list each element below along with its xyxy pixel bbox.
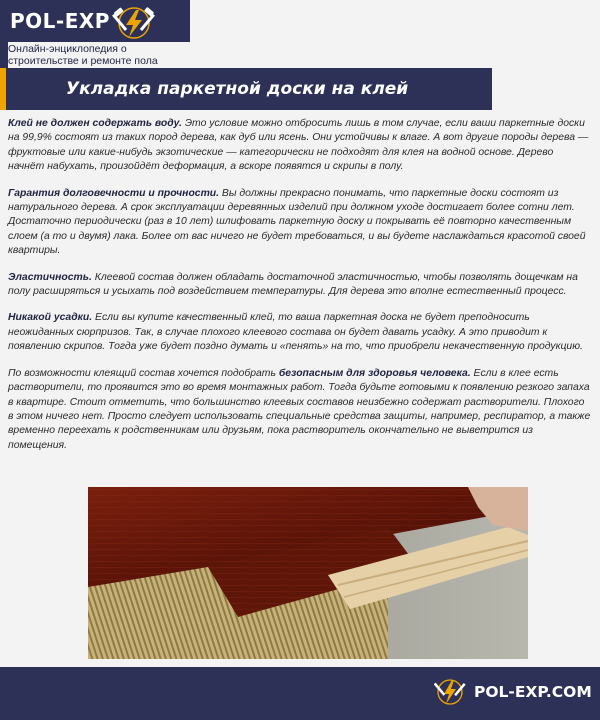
paragraph-elasticity: [8, 271, 592, 300]
paragraph-pre: По возможности клеящий состав хочется подобрать: [8, 367, 279, 379]
paragraph-shrinkage: [8, 311, 592, 354]
paragraph-post: Если в клее есть растворители, то проявится это во время монтажных работ. Тогда будьте готовыми к появлению резкого запаха в квартире. Стоит отметить, что большинство клеевых составов неизбежно содержат растворители. Плохого в этом ничего нет. Просто следует использовать специальные средства защиты, например, респиратор, а также временно переехать к родственникам или друзьям, пока растворитель окончательно не выветрится из помещения.: [8, 367, 591, 451]
title-bar: [0, 68, 492, 110]
article-body: [8, 117, 592, 465]
paragraph-text: Если вы купите качественный клей, то ваша паркетная доска не будет преподносить неожиданных сюрпризов. Так, в случае плохого клеевого состава он будет давать усадку. А это приводит к появлению скрипов. Тогда уже будет поздно думать и «пенять» на то, что приобрели некачественную продукцию.: [8, 312, 583, 353]
paragraph-lead: Гарантия долговечности и прочности.: [8, 187, 220, 199]
paragraph-bold: безопасным для здоровья человека.: [278, 367, 471, 379]
paragraph-durability: [8, 187, 592, 259]
paragraph-text: Клеевой состав должен обладать достаточной эластичностью, чтобы позволять дощечкам на полу расширяться и усыхать под воздействием температуры. Для дерева это вполне естественный процесс.: [8, 271, 578, 298]
paragraph-text: Вы должны прекрасно понимать, что паркетные доски состоят из натурального дерева. А срок эксплуатации деревянных изделий при должном уходе достигает более сотни лет. Достаточно периодически (раз в 10 лет) шлифовать паркетную доску и покрывать её повторно качественным слоем (а то и двумя) лака. Более от вас ничего не будет требоваться, и вы будете наслаждаться красотой своей квартиры.: [8, 187, 586, 257]
paragraph-water: [8, 117, 592, 175]
logo-text: POL-EXP: [10, 9, 110, 33]
tools-lightning-icon: [434, 677, 466, 707]
parquet-photo: [88, 487, 528, 659]
paragraph-text: Это условие можно отбросить лишь в том случае, если ваши паркетные доски на 99,9% состоят из таких пород дерева, как дуб или ясень. Они устойчивы к влаге. А вот другие породы дерева — фруктовые или какие-нибудь экзотические — категорически не подходят для клея на водной основе. Дерево начнёт набухать, произойдёт деформация, а вскоре появятся и скрипы в полу.: [8, 118, 589, 173]
footer-site-link[interactable]: POL-EXP.COM: [474, 683, 592, 701]
article-title: Укладка паркетной доски на клей: [66, 79, 409, 99]
title-accent: [0, 68, 6, 110]
paragraph-lead: Никакой усадки.: [8, 312, 93, 324]
footer: [0, 667, 600, 720]
paragraph-lead: Эластичность.: [8, 271, 92, 283]
paragraph-safety: [8, 367, 592, 453]
paragraph-lead: Клей не должен содержать воду.: [8, 118, 182, 129]
tagline-line1: Онлайн-энциклопедия о: [8, 43, 127, 55]
tools-lightning-icon: [112, 6, 156, 40]
tagline: [8, 42, 200, 69]
tagline-line2: строительстве и ремонте пола: [8, 55, 158, 67]
